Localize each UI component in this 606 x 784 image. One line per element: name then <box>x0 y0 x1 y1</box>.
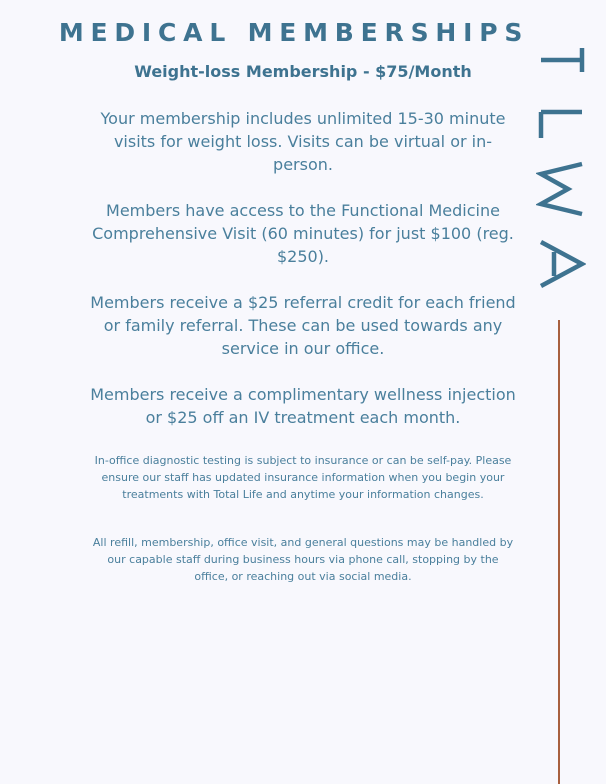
note-diagnostic-testing: In-office diagnostic testing is subject to insurance or can be self-pay. Please ensure our staff has updated insurance information when you begin your treatments with Total Life and anytime your information changes. <box>94 454 512 501</box>
page-title: MEDICAL MEMBERSHIPS <box>58 18 530 47</box>
tlwa-logo-icon <box>536 46 586 308</box>
brand-logo-vertical <box>536 46 586 308</box>
benefit-paragraph-wellness-injection: Members receive a complimentary wellness injection or $25 off an IV treatment each month. <box>90 385 516 427</box>
logo-text: TLWA <box>536 46 539 47</box>
note-general-questions: All refill, membership, office visit, and general questions may be handled by our capable staff during business hours via phone call, stopping by the office, or reaching out via social media. <box>92 536 514 583</box>
membership-subtitle: Weight-loss Membership - $75/Month <box>134 62 472 81</box>
benefit-paragraph-referral: Members receive a $25 referral credit for each friend or family referral. These can be used towards any service in our office. <box>90 293 516 358</box>
benefit-paragraph-visits: Your membership includes unlimited 15-30 minute visits for weight loss. Visits can be virtual or in-person. <box>100 109 506 174</box>
vertical-accent-line <box>558 320 560 784</box>
benefit-paragraph-functional-medicine: Members have access to the Functional Medicine Comprehensive Visit (60 minutes) for just $100 (reg. $250). <box>92 201 514 266</box>
